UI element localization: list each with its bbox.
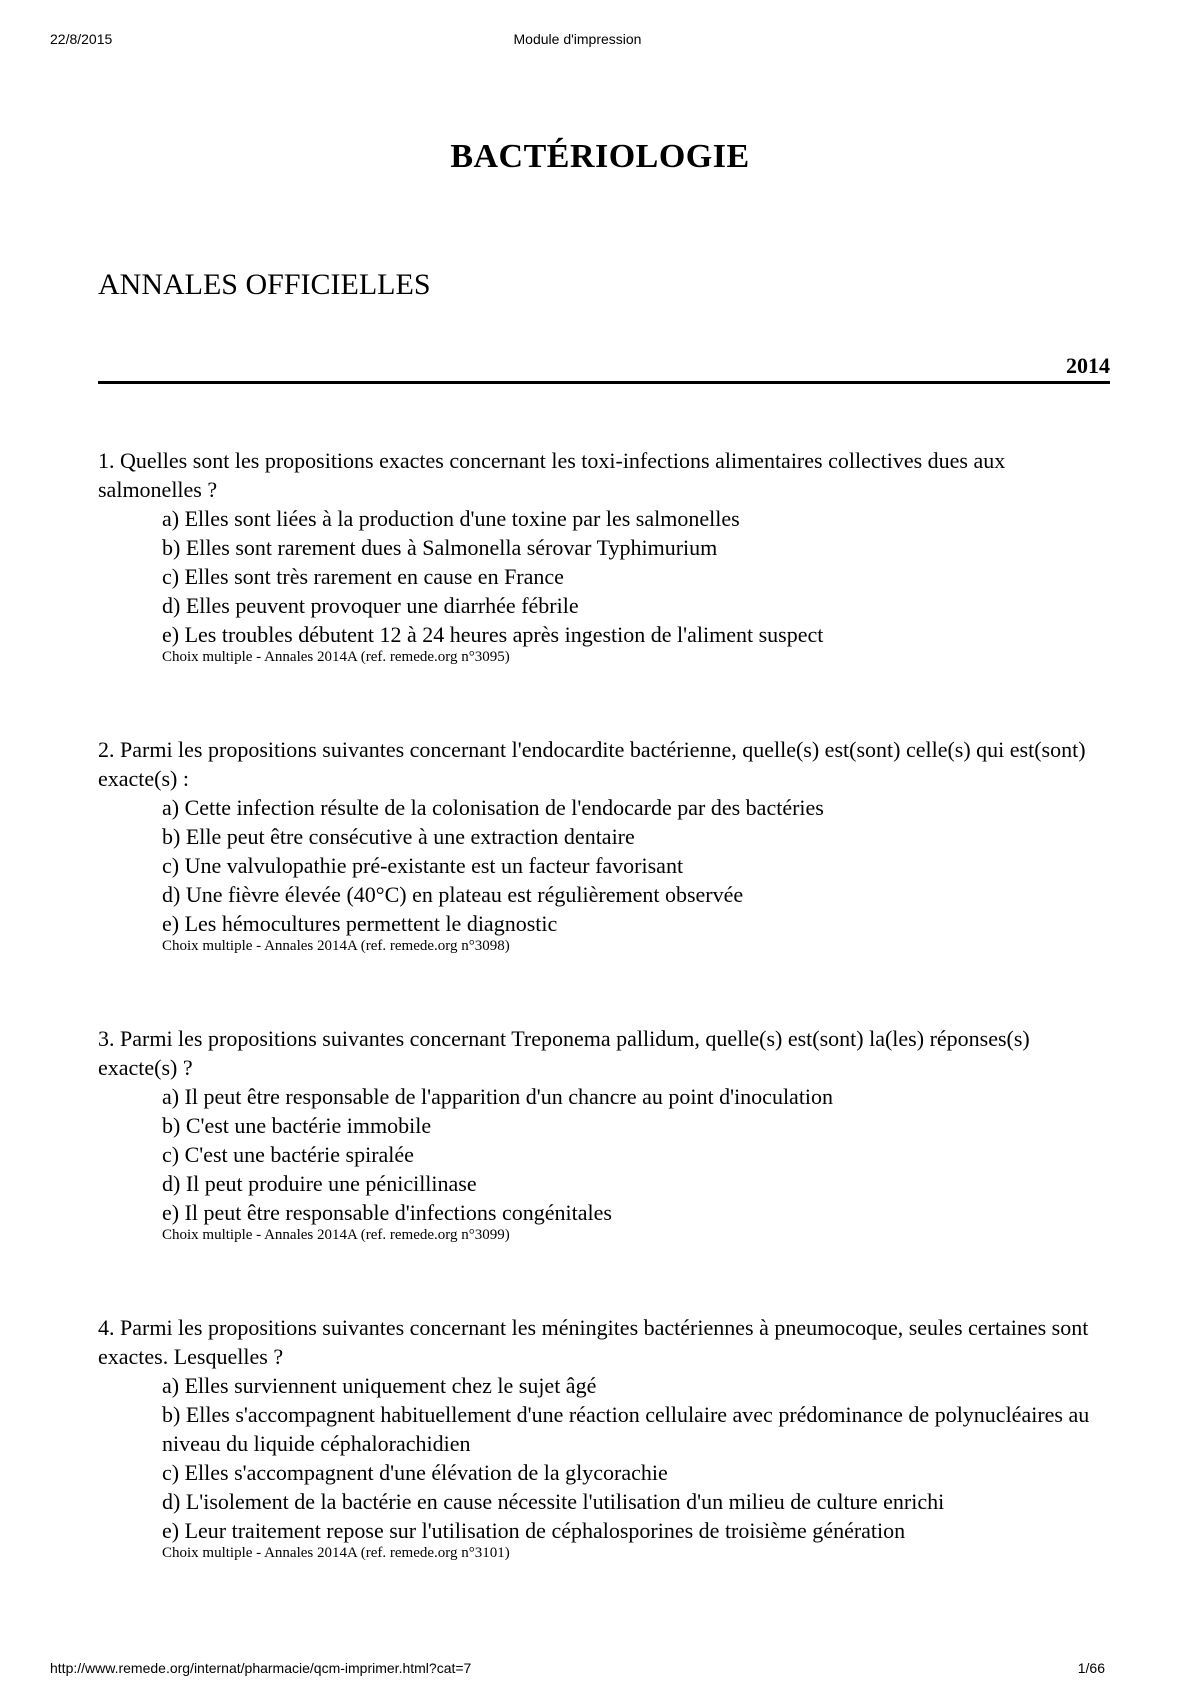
option-list <box>98 504 1110 649</box>
question-reference: Choix multiple - Annales 2014A (ref. remede.org n°3095) <box>162 649 510 665</box>
question-list <box>98 446 1110 1631</box>
option-e: e) Les troubles débutent 12 à 24 heures après ingestion de l'aliment suspect <box>162 622 824 647</box>
option-b: b) C'est une bactérie immobile <box>162 1113 432 1138</box>
option-a: a) Elles sont liées à la production d'une toxine par les salmonelles <box>162 506 740 531</box>
option-c: c) Elles s'accompagnent d'une élévation de la glycorachie <box>162 1460 668 1485</box>
question-text: 1. Quelles sont les propositions exactes concernant les toxi-infections alimentaires collectives dues aux salmonelles ? <box>98 448 1006 502</box>
question-3 <box>98 1024 1110 1244</box>
print-date: 22/8/2015 <box>50 31 113 47</box>
print-footer <box>50 1660 1105 1678</box>
page-number: 1/66 <box>1077 1660 1105 1676</box>
question-reference: Choix multiple - Annales 2014A (ref. remede.org n°3098) <box>162 938 510 954</box>
option-b: b) Elle peut être consécutive à une extraction dentaire <box>162 824 635 849</box>
option-c: c) Une valvulopathie pré-existante est un facteur favorisant <box>162 853 684 878</box>
option-e: e) Leur traitement repose sur l'utilisation de céphalosporines de troisième génération <box>162 1518 906 1543</box>
option-a: a) Il peut être responsable de l'apparition d'un chancre au point d'inoculation <box>162 1084 834 1109</box>
question-text: 2. Parmi les propositions suivantes concernant l'endocardite bactérienne, quelle(s) est(sont) celle(s) qui est(sont) exacte(s) : <box>98 737 1086 791</box>
option-d: d) Une fièvre élevée (40°C) en plateau est régulièrement observée <box>162 882 744 907</box>
question-1 <box>98 446 1110 666</box>
print-page-title: Module d'impression <box>513 31 642 47</box>
option-b: b) Elles s'accompagnent habituellement d'une réaction cellulaire avec prédominance de polynucléaires au niveau du liquide céphalorachidien <box>162 1402 1090 1456</box>
option-d: d) Il peut produire une pénicillinase <box>162 1171 477 1196</box>
option-c: c) C'est une bactérie spiralée <box>162 1142 414 1167</box>
option-a: a) Elles surviennent uniquement chez le sujet âgé <box>162 1373 597 1398</box>
section-title: ANNALES OFFICIELLES <box>98 268 431 301</box>
print-url: http://www.remede.org/internat/pharmacie/qcm-imprimer.html?cat=7 <box>50 1660 472 1676</box>
option-b: b) Elles sont rarement dues à Salmonella sérovar Typhimurium <box>162 535 718 560</box>
option-d: d) Elles peuvent provoquer une diarrhée fébrile <box>162 593 579 618</box>
year-heading: 2014 <box>98 353 1110 384</box>
option-e: e) Les hémocultures permettent le diagnostic <box>162 911 558 936</box>
option-list <box>98 1371 1110 1545</box>
option-c: c) Elles sont très rarement en cause en France <box>162 564 564 589</box>
option-d: d) L'isolement de la bactérie en cause nécessite l'utilisation d'un milieu de culture enrichi <box>162 1489 945 1514</box>
option-a: a) Cette infection résulte de la colonisation de l'endocarde par des bactéries <box>162 795 824 820</box>
print-header <box>50 31 1105 49</box>
question-text: 4. Parmi les propositions suivantes concernant les méningites bactériennes à pneumocoque, seules certaines sont exactes. Lesquelles ? <box>98 1315 1089 1369</box>
question-reference: Choix multiple - Annales 2014A (ref. remede.org n°3099) <box>162 1227 510 1243</box>
question-4 <box>98 1313 1110 1562</box>
question-2 <box>98 735 1110 955</box>
option-e: e) Il peut être responsable d'infections congénitales <box>162 1200 612 1225</box>
question-reference: Choix multiple - Annales 2014A (ref. remede.org n°3101) <box>162 1545 510 1561</box>
document-title: BACTÉRIOLOGIE <box>450 138 750 175</box>
option-list <box>98 1082 1110 1227</box>
option-list <box>98 793 1110 938</box>
question-text: 3. Parmi les propositions suivantes concernant Treponema pallidum, quelle(s) est(sont) la(les) réponses(s) exacte(s) ? <box>98 1026 1030 1080</box>
